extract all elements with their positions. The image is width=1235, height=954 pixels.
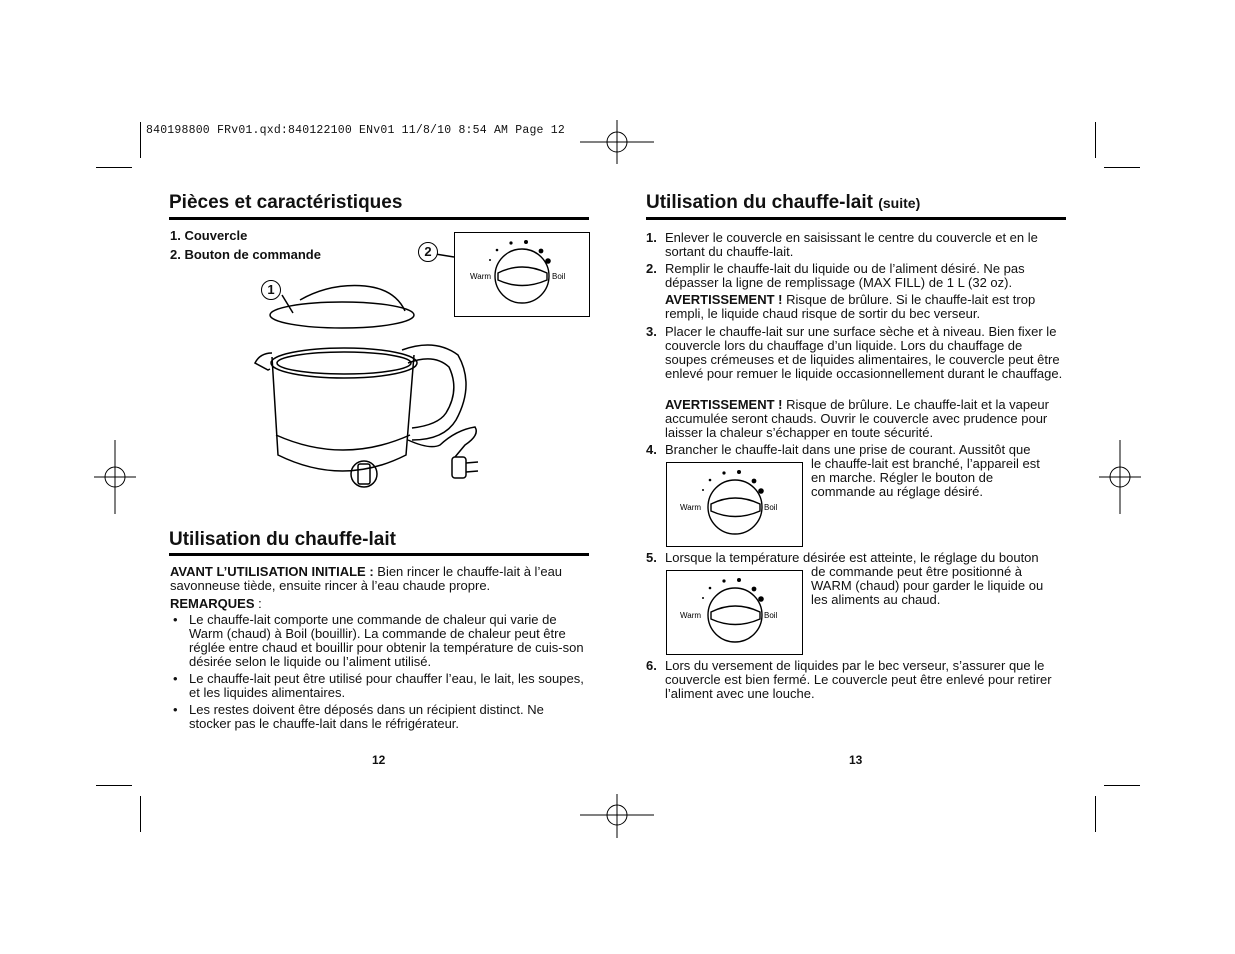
dial-warm-label: Warm: [680, 611, 702, 620]
dial-inset-step-4: [666, 462, 803, 547]
step-warning: [665, 398, 1065, 440]
before-use-text: Bien rincer le chauffe-lait à l’eau savonneuse tiède, ensuite rincer à l’eau chaude propre.: [170, 564, 563, 593]
step-text: Remplir le chauffe-lait du liquide ou de l’aliment désiré. Ne pas dépasser la ligne de remplissage (MAX FILL) de 1 L (32 oz).: [665, 261, 1025, 290]
list-item: • Le chauffe-lait peut être utilisé pour chauffer l’eau, le lait, les soupes, et les liquides alimentaires.: [170, 672, 588, 700]
notes-list: [170, 613, 588, 734]
callout-1: 1: [261, 280, 281, 300]
notes-heading: [170, 597, 262, 611]
step-number: 4.: [646, 442, 657, 457]
list-item: • Les restes doivent être déposés dans un récipient distinct. Ne stocker pas le chauffe-lait dans le réfrigérateur.: [170, 703, 588, 731]
page-number-right: 13: [849, 753, 863, 767]
title-rule: [646, 217, 1066, 220]
list-item: • Le chauffe-lait comporte une commande de chaleur qui varie de Warm (chaud) à Boil (bouillir). La commande de chaleur peut être réglée entre chaud et bouillir pour obtenir la température de cuis-son désirée selon le liquide ou l’aliment utilisé.: [170, 613, 588, 669]
title-text: Utilisation du chauffe-lait: [646, 192, 873, 213]
dial-warm-label: Warm: [470, 272, 492, 281]
page-number-left: 12: [372, 753, 386, 767]
dial-boil-label: Boil: [764, 611, 778, 620]
step-text-line1: Lorsque la température désirée est atteinte, le réglage du bouton: [665, 550, 1039, 565]
step-number: 2.: [646, 261, 657, 276]
step-text: Placer le chauffe-lait sur une surface sèche et à niveau. Bien fixer le couvercle lors du chauffage d’un liquide. Lors du chauffage de soupes crémeuses et de liquides alimentaires, le couvercle peut être enlevé pour remuer le liquide occasionnellement durant le chauffage.: [665, 324, 1063, 381]
part-item-knob: 2. Bouton de commande: [170, 247, 321, 262]
warning-label: AVERTISSEMENT !: [665, 397, 783, 412]
printer-slug: 840198800 FRv01.qxd:840122100 ENv01 11/8/10 8:54 AM Page 12: [146, 124, 565, 137]
title-rule: [169, 553, 589, 556]
warning-text: Risque de brûlure. Le chauffe-lait et la vapeur accumulée seront chauds. Ouvrir le couvercle avec prudence pour laisser la chaleur s’échapper en toute sécurité.: [665, 397, 1049, 440]
dial-inset-step-5: [666, 570, 803, 655]
usage-title: Utilisation du chauffe-lait: [169, 529, 396, 550]
step-number: 6.: [646, 658, 657, 673]
title-rule: [169, 217, 589, 220]
part-item-lid: 1. Couvercle: [170, 228, 248, 243]
dial-warm-label: Warm: [680, 503, 702, 512]
before-use-label: AVANT L’UTILISATION INITIALE :: [170, 564, 374, 579]
step-text: Lors du versement de liquides par le bec verseur, s’assurer que le couvercle est bien fermé. Le couvercle peut être enlevé pour retirer l’aliment avec une louche.: [665, 658, 1052, 701]
control-dial-icon: [667, 463, 802, 546]
before-use-paragraph: [170, 565, 588, 593]
dial-boil-label: Boil: [552, 272, 566, 281]
title-suffix: (suite): [878, 195, 921, 211]
step-warning: [665, 293, 1065, 321]
step-text-rest: de commande peut être positionné à WARM (chaud) pour garder le liquide ou les aliments au chaud.: [811, 564, 1044, 607]
parts-title: Pièces et caractéristiques: [169, 192, 403, 213]
control-dial-icon: [667, 571, 802, 654]
notes-label: REMARQUES: [170, 596, 255, 611]
step-text: Enlever le couvercle en saisissant le centre du couvercle et en le sortant du chauffe-lait.: [665, 230, 1038, 259]
step-number: 3.: [646, 324, 657, 339]
step-number: 5.: [646, 550, 657, 565]
usage-continued-title: [646, 192, 920, 214]
notes-colon: :: [254, 596, 262, 611]
kettle-illustration: [230, 235, 490, 500]
step-text-rest: le chauffe-lait est branché, l’appareil est en marche. Régler le bouton de commande au réglage désiré.: [811, 456, 1040, 499]
step-text-line1: Brancher le chauffe-lait dans une prise de courant. Aussitôt que: [665, 442, 1031, 457]
dial-boil-label: Boil: [764, 503, 778, 512]
warning-text: Risque de brûlure. Si le chauffe-lait est trop rempli, le liquide chaud risque de sortir du bec verseur.: [665, 292, 1036, 321]
step-number: 1.: [646, 230, 657, 245]
warning-label: AVERTISSEMENT !: [665, 292, 783, 307]
callout-2: 2: [418, 242, 438, 262]
